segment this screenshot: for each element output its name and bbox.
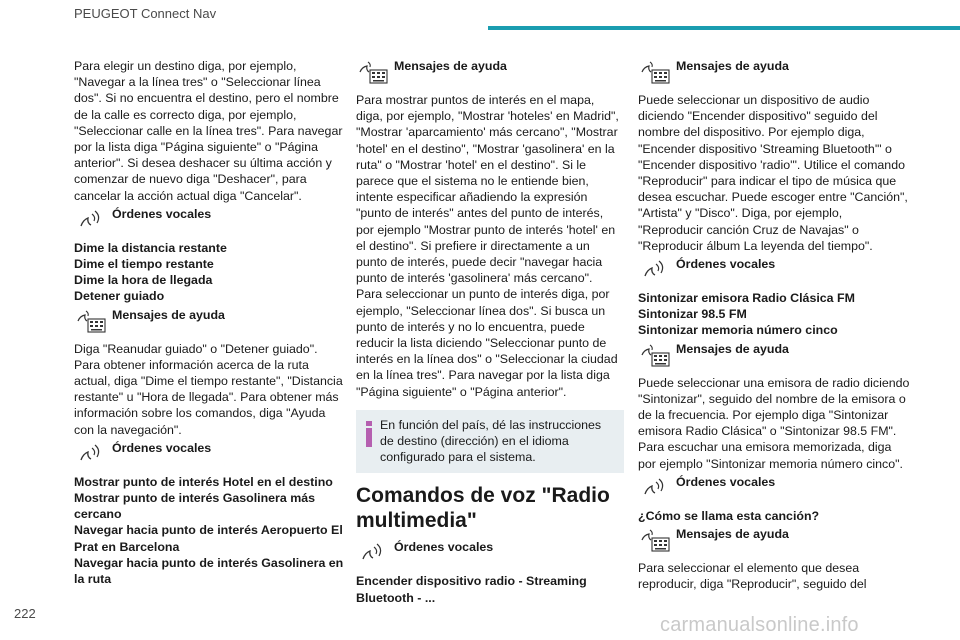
voice-commands-title: Órdenes vocales xyxy=(112,440,212,455)
command-item: ¿Cómo se llama esta canción? xyxy=(638,508,820,523)
voice-command-icon xyxy=(74,440,108,468)
column-1 xyxy=(74,58,346,589)
info-box xyxy=(356,410,624,474)
command-item: Navegar hacia punto de interés Aeropuerto El Prat en Barcelona xyxy=(74,523,343,554)
command-item: Sintonizar emisora Radio Clásica FM xyxy=(638,291,855,306)
voice-commands-title: Órdenes vocales xyxy=(394,540,494,555)
help-paragraph: Diga "Reanudar guiado" o "Detener guiado". Para obtener información acerca de la ruta actual, diga "Dime el tiempo restante", "Distancia restante" u "Hora de llegada". Para obtener más información sobre los comandos, diga "Ayuda con la navegación". xyxy=(74,341,343,437)
voice-commands-header xyxy=(356,539,624,567)
command-item: Detener guiado xyxy=(74,289,165,304)
paragraph-destination: Para elegir un destino diga, por ejemplo, "Navegar a la línea tres" o "Seleccionar línea dos". Si no encuentra el destino, pero el nombre de la calle es correcto diga, por ejemplo, "Seleccionar calle en la línea tres". Para navegar por la lista diga "Página siguiente" o "Página anterior". Si desea deshacer su última acción y comenzar de nuevo diga "Deshacer", para cancelar la acción actual diga "Cancelar". xyxy=(74,59,343,203)
command-item: Mostrar punto de interés Hotel en el destino xyxy=(74,474,333,489)
voice-commands-header xyxy=(74,440,346,468)
column-3 xyxy=(638,58,910,592)
section-heading: Comandos de voz "Radio multimedia" xyxy=(356,484,610,533)
page-number: 222 xyxy=(14,606,36,621)
help-paragraph: Para seleccionar el elemento que desea reproducir, diga "Reproducir", seguido del xyxy=(638,561,867,592)
voice-commands-title: Órdenes vocales xyxy=(676,257,776,272)
info-icon xyxy=(364,417,374,466)
command-list xyxy=(74,240,346,305)
voice-commands-title: Órdenes vocales xyxy=(676,474,776,489)
paragraph-select-poi: Para seleccionar un punto de interés diga, por ejemplo, "Seleccionar línea dos". Si busca un punto de interés y no lo encuentra, puede reducir la lista diciendo "Seleccionar punto de interés en la línea dos" o "Seleccionar la ciudad en la línea tres". Para navegar por la lista diga "Página siguiente" o "Página anterior". xyxy=(356,287,618,399)
help-message-icon xyxy=(74,307,108,335)
voice-command-icon xyxy=(638,256,672,284)
help-message-icon xyxy=(638,58,672,86)
help-paragraph: Puede seleccionar una emisora de radio diciendo "Sintonizar", seguido del nombre de la emisora o de la frecuencia. Por ejemplo diga "Sintonizar emisora Radio Clásica" o "Sintonizar 98.5 FM". Para escuchar una emisora memorizada, diga por ejemplo "Sintonizar memoria número cinco". xyxy=(638,375,910,471)
voice-commands-header xyxy=(638,256,910,284)
header-accent-bar xyxy=(488,26,960,30)
help-paragraph: Para mostrar puntos de interés en el mapa, diga, por ejemplo, "Mostrar 'hoteles' en Madrid", "Mostrar 'aparcamiento' más cercano", "Mostrar 'hotel' en el destino", "Mostrar 'gasolinera' en la ruta" o "Mostrar 'hotel' en el destino". Si le parece que el sistema no le entiende bien, intente especificar añadiendo la expresión "punto de interés" antes del punto de interés, por ejemplo "Mostrar punto de interés 'hotel' en el destino". Si prefiere ir directamente a un punto de interés, puede decir "navegar hacia punto de interés 'gasolinera' más cercano". xyxy=(356,93,619,286)
command-list xyxy=(356,573,624,605)
help-message-icon xyxy=(356,58,390,86)
help-messages-title: Mensajes de ayuda xyxy=(676,59,789,73)
command-item: Sintonizar memoria número cinco xyxy=(638,323,838,338)
command-item: Dime la distancia restante xyxy=(74,240,227,255)
command-item: Mostrar punto de interés Gasolinera más cercano xyxy=(74,491,315,522)
help-messages-header xyxy=(638,58,910,86)
help-messages-header xyxy=(638,341,910,369)
command-item: Dime la hora de llegada xyxy=(74,273,213,288)
command-item: Encender dispositivo radio - Streaming Bluetooth - ... xyxy=(356,574,587,605)
column-2 xyxy=(356,58,624,608)
help-messages-header xyxy=(74,307,346,335)
voice-command-icon xyxy=(356,539,390,567)
help-message-icon xyxy=(638,341,672,369)
command-item: Dime el tiempo restante xyxy=(74,257,214,272)
voice-command-icon xyxy=(638,474,672,502)
command-list xyxy=(638,290,910,339)
help-messages-header xyxy=(638,526,910,554)
help-messages-title: Mensajes de ayuda xyxy=(394,59,507,73)
help-message-icon xyxy=(638,526,672,554)
command-list xyxy=(74,474,346,587)
help-messages-header xyxy=(356,58,624,86)
watermark: carmanualsonline.info xyxy=(660,614,859,636)
voice-commands-header xyxy=(74,206,346,234)
help-paragraph: Puede seleccionar un dispositivo de audio diciendo "Encender dispositivo" seguido del nombre del dispositivo. Por ejemplo diga, "Encender dispositivo 'Streaming Bluetooth'" o "Encender dispositivo 'radio'". Utilice el comando "Reproducir" para indicar el tipo de música que desea escuchar. Puede escoger entre "Canción", "Artista" y "Disco". Diga, por ejemplo, "Reproducir canción Cruz de Navajas" o "Reproducir álbum La leyenda del tiempo". xyxy=(638,93,908,253)
command-list xyxy=(638,508,910,524)
command-item: Navegar hacia punto de interés Gasolinera en la ruta xyxy=(74,555,344,587)
command-item: Sintonizar 98.5 FM xyxy=(638,307,747,322)
info-text: En función del país, dé las instrucciones de destino (dirección) en el idioma configurado para el sistema. xyxy=(380,417,602,465)
help-messages-title: Mensajes de ayuda xyxy=(112,307,225,322)
voice-commands-header xyxy=(638,474,910,502)
header-title: PEUGEOT Connect Nav xyxy=(74,6,217,21)
voice-commands-title: Órdenes vocales xyxy=(112,206,212,221)
help-messages-title: Mensajes de ayuda xyxy=(676,341,789,356)
voice-command-icon xyxy=(74,206,108,234)
help-messages-title: Mensajes de ayuda xyxy=(676,527,789,542)
